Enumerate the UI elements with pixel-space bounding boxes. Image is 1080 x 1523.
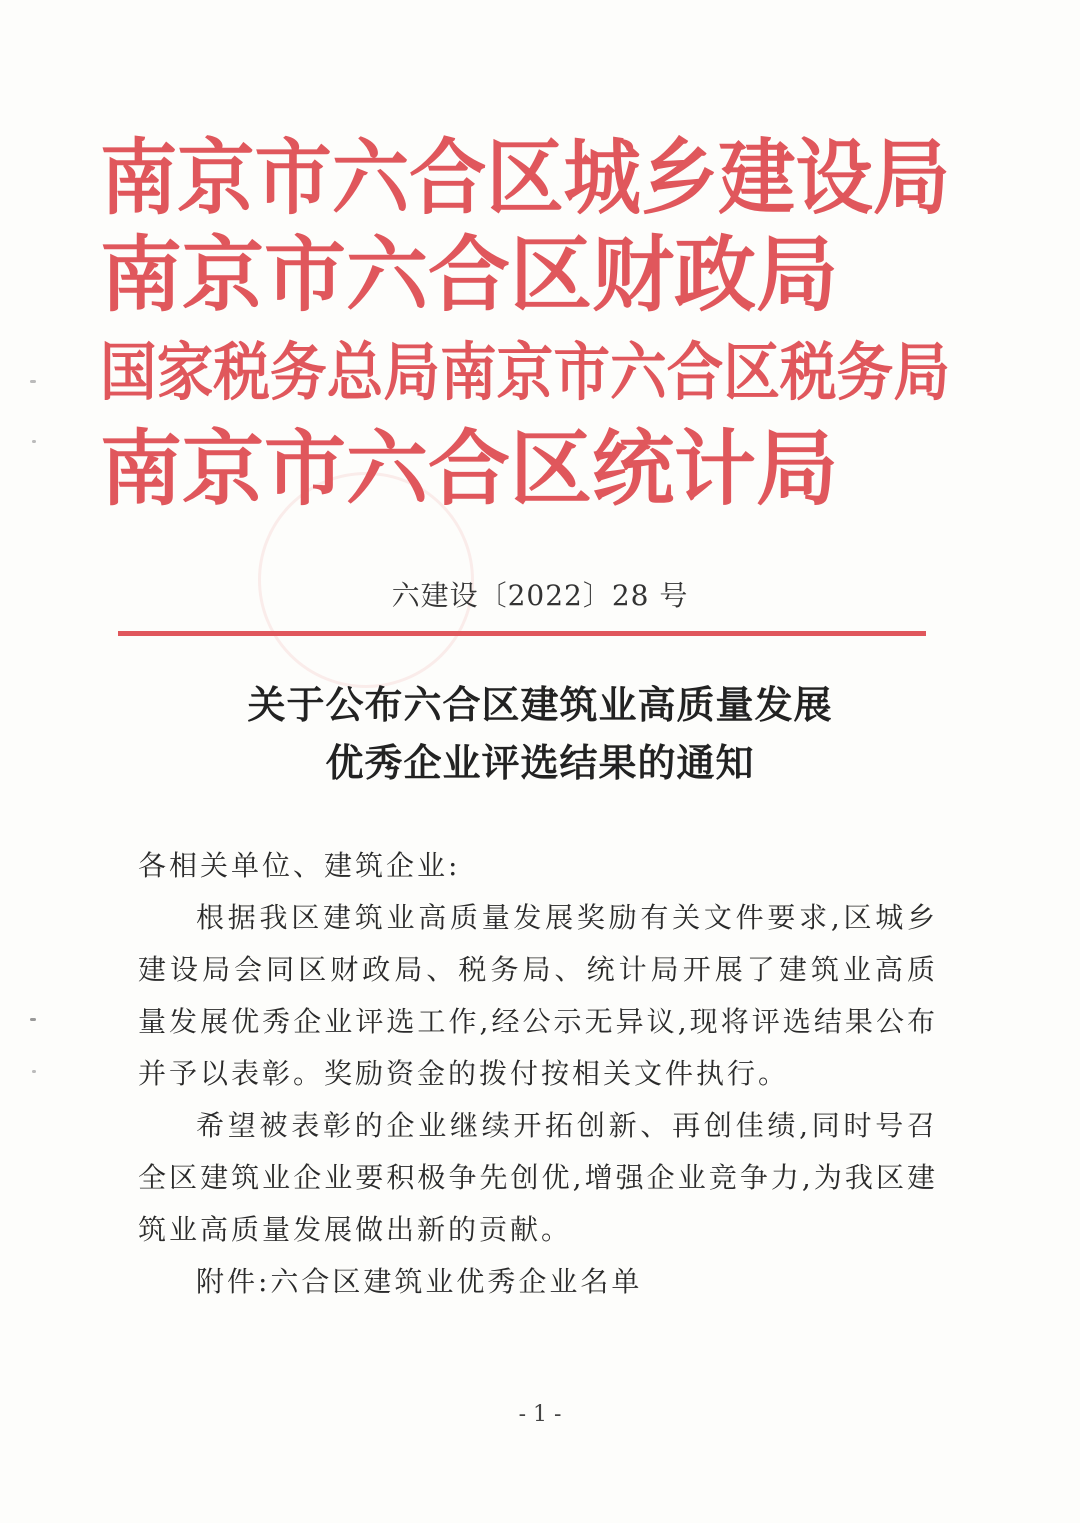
letterhead (100, 130, 950, 518)
scan-mark (30, 1018, 36, 1021)
document-number: 六建设〔2022〕28 号 (391, 579, 689, 612)
notice-title (0, 676, 1080, 792)
notice-title-line-2: 优秀企业评选结果的通知 (325, 740, 755, 785)
letterhead-line-statistics-bureau: 南京市六合区统计局 (100, 421, 839, 517)
letterhead-line-tax-bureau: 国家税务总局南京市六合区税务局 (100, 335, 950, 409)
scan-mark (32, 440, 36, 443)
red-divider-line (118, 631, 926, 636)
paragraph-2: 希望被表彰的企业继续开拓创新、再创佳绩,同时号召全区建筑业企业要积极争先创优,增强企业竞争力,为我区建筑业高质量发展做出新的贡献。 (138, 1109, 938, 1246)
notice-title-line-1: 关于公布六合区建筑业高质量发展 (247, 682, 833, 727)
notice-body (138, 840, 938, 1308)
page-number: - 1 - (518, 1402, 562, 1427)
salutation: 各相关单位、建筑企业: (138, 849, 461, 882)
paragraph-1: 根据我区建筑业高质量发展奖励有关文件要求,区城乡建设局会同区财政局、税务局、统计局开展了建筑业高质量发展优秀企业评选工作,经公示无异议,现将评选结果公布并予以表彰。奖励资金的拨付按相关文件执行。 (138, 901, 938, 1090)
scan-mark (32, 1070, 36, 1073)
attachment-line: 附件:六合区建筑业优秀企业名单 (196, 1265, 643, 1298)
letterhead-line-construction-bureau: 南京市六合区城乡建设局 (100, 130, 950, 226)
letterhead-line-finance-bureau: 南京市六合区财政局 (100, 227, 839, 323)
scan-mark (30, 380, 36, 383)
